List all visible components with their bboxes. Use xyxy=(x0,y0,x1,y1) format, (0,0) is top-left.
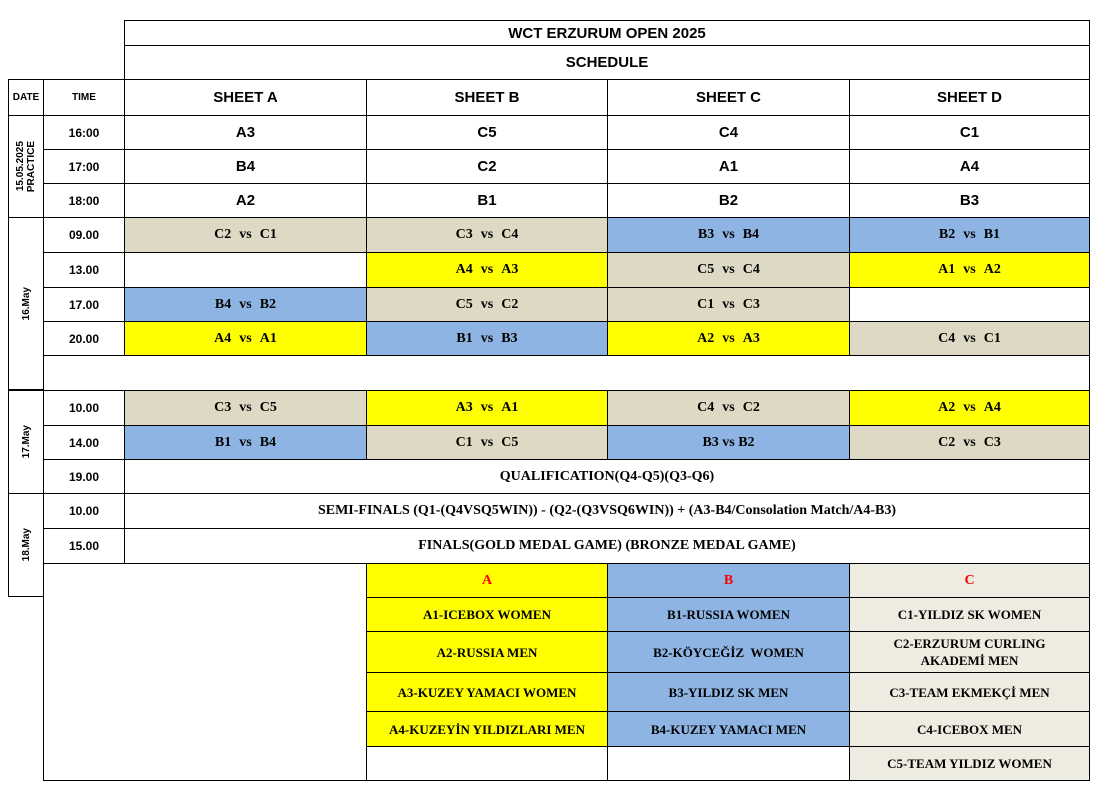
schedule-title: WCT ERZURUM OPEN 2025 xyxy=(124,20,1090,46)
vs-label: vs xyxy=(722,227,735,242)
group-c-team: C3-TEAM EKMEKÇİ MEN xyxy=(849,672,1090,712)
date-may16 xyxy=(8,217,44,390)
team-code: B2 xyxy=(938,227,956,242)
practice-cell: C1 xyxy=(849,115,1090,150)
practice-time: 17:00 xyxy=(43,149,125,184)
date-may18-label: 18.May xyxy=(20,528,32,562)
vs-label: vs xyxy=(963,400,976,415)
group-a-team: A3-KUZEY YAMACI WOMEN xyxy=(366,672,608,712)
game-cell xyxy=(366,217,608,253)
team-code: A4 xyxy=(983,400,1001,415)
game-time: 15.00 xyxy=(43,528,125,564)
team-code: C2 xyxy=(501,296,519,312)
team-code: C2 xyxy=(214,227,232,242)
date-practice-label: PRACTICE xyxy=(26,140,37,193)
game-time: 20.00 xyxy=(43,321,125,356)
sheet-a-header: SHEET A xyxy=(124,79,367,116)
vs-label: vs xyxy=(722,330,735,346)
group-b-empty xyxy=(607,746,850,781)
team-code: A2 xyxy=(938,400,956,415)
game-cell xyxy=(124,321,367,356)
team-code: B3 xyxy=(697,227,715,242)
game-cell xyxy=(366,287,608,322)
vs-label: vs xyxy=(722,296,735,312)
team-code: A3 xyxy=(742,330,760,346)
team-code: C1 xyxy=(697,296,715,312)
practice-cell: A2 xyxy=(124,183,367,218)
game-cell xyxy=(124,390,367,426)
team-code: C1 xyxy=(259,227,277,242)
date-may17 xyxy=(8,390,44,494)
team-code: A4 xyxy=(455,262,473,277)
practice-cell: B1 xyxy=(366,183,608,218)
practice-cell: B4 xyxy=(124,149,367,184)
group-c-team: C4-ICEBOX MEN xyxy=(849,711,1090,747)
game-cell xyxy=(607,321,850,356)
group-b-team: B2-KÖYCEĞİZ WOMEN xyxy=(607,631,850,673)
practice-cell: A1 xyxy=(607,149,850,184)
practice-cell: C4 xyxy=(607,115,850,150)
game-time: 19.00 xyxy=(43,459,125,494)
vs-label: vs xyxy=(722,262,735,277)
group-c-team: C5-TEAM YILDIZ WOMEN xyxy=(849,746,1090,781)
game-time: 10.00 xyxy=(43,493,125,529)
sheet-b-header: SHEET B xyxy=(366,79,608,116)
team-code: B4 xyxy=(214,296,232,312)
group-a-team: A1-ICEBOX WOMEN xyxy=(366,597,608,632)
time-header: TIME xyxy=(43,79,125,116)
vs-label: vs xyxy=(963,262,976,277)
date-may16-label: 16.May xyxy=(20,286,32,321)
team-code: A1 xyxy=(501,400,519,415)
team-code: C2 xyxy=(938,434,956,450)
game-cell xyxy=(366,321,608,356)
practice-cell: A4 xyxy=(849,149,1090,184)
game-cell-empty xyxy=(124,252,367,288)
date-practice-day: 15.05.2025 xyxy=(15,141,26,192)
sheet-c-header: SHEET C xyxy=(607,79,850,116)
vs-label: vs xyxy=(722,400,735,415)
schedule-subtitle: SCHEDULE xyxy=(124,45,1090,80)
team-code: C4 xyxy=(742,262,760,277)
game-cell xyxy=(849,252,1090,288)
practice-cell: A3 xyxy=(124,115,367,150)
game-time: 14.00 xyxy=(43,425,125,460)
team-code: B1 xyxy=(983,227,1001,242)
team-code: A2 xyxy=(983,262,1001,277)
team-code: C5 xyxy=(259,400,277,415)
group-b-label: B xyxy=(607,563,850,598)
game-cell xyxy=(366,252,608,288)
team-code: C5 xyxy=(455,296,473,312)
game-cell xyxy=(849,321,1090,356)
team-code: A3 xyxy=(455,400,473,415)
vs-label: vs xyxy=(480,434,494,450)
team-code: C1 xyxy=(455,434,473,450)
team-code: C3 xyxy=(214,400,232,415)
game-time: 17.00 xyxy=(43,287,125,322)
practice-cell: B2 xyxy=(607,183,850,218)
vs-label: vs xyxy=(239,296,252,312)
game-cell: B3 vs B2 xyxy=(607,425,850,460)
vs-label: vs xyxy=(480,262,494,277)
game-cell xyxy=(124,287,367,322)
team-code: B4 xyxy=(259,434,277,450)
game-cell xyxy=(849,390,1090,426)
group-b-team: B1-RUSSIA WOMEN xyxy=(607,597,850,632)
team-code: B2 xyxy=(259,296,277,312)
team-code: A4 xyxy=(214,330,232,346)
practice-cell: B3 xyxy=(849,183,1090,218)
vs-label: vs xyxy=(963,227,976,242)
team-code: C4 xyxy=(697,400,715,415)
game-time: 10.00 xyxy=(43,390,125,426)
vs-label: vs xyxy=(480,296,494,312)
group-b-team: B3-YILDIZ SK MEN xyxy=(607,672,850,712)
team-code: C4 xyxy=(938,330,956,346)
group-c-team: C2-ERZURUM CURLING AKADEMİ MEN xyxy=(849,631,1090,673)
game-cell xyxy=(607,217,850,253)
group-b-team: B4-KUZEY YAMACI MEN xyxy=(607,711,850,747)
team-code: B1 xyxy=(214,434,232,450)
group-a-team: A2-RUSSIA MEN xyxy=(366,631,608,673)
team-code: B4 xyxy=(742,227,760,242)
date-may18 xyxy=(8,493,44,597)
vs-label: vs xyxy=(239,434,252,450)
vs-label: vs xyxy=(239,330,252,346)
team-code: C1 xyxy=(983,330,1001,346)
group-c-label: C xyxy=(849,563,1090,598)
team-code: C3 xyxy=(742,296,760,312)
practice-time: 16:00 xyxy=(43,115,125,150)
group-c-team: C1-YILDIZ SK WOMEN xyxy=(849,597,1090,632)
team-code: C2 xyxy=(742,400,760,415)
game-cell xyxy=(607,390,850,426)
vs-label: vs xyxy=(239,227,252,242)
team-code: A3 xyxy=(501,262,519,277)
practice-cell: C5 xyxy=(366,115,608,150)
vs-label: vs xyxy=(480,227,494,242)
group-a-team: A4-KUZEYİN YILDIZLARI MEN xyxy=(366,711,608,747)
game-cell xyxy=(607,287,850,322)
game-cell xyxy=(366,425,608,460)
vs-label: vs xyxy=(963,330,976,346)
practice-time: 18:00 xyxy=(43,183,125,218)
game-cell xyxy=(124,217,367,253)
team-code: A1 xyxy=(259,330,277,346)
vs-label: vs xyxy=(480,400,494,415)
team-code: B1 xyxy=(456,330,473,346)
team-code: C3 xyxy=(983,434,1001,450)
game-cell xyxy=(366,390,608,426)
team-code: C5 xyxy=(697,262,715,277)
game-time: 09.00 xyxy=(43,217,125,253)
game-cell-empty xyxy=(849,287,1090,322)
spacer-row xyxy=(43,355,1090,391)
semifinals-cell: SEMI-FINALS (Q1-(Q4VSQ5WIN)) - (Q2-(Q3VSQ6WIN)) + (A3-B4/Consolation Match/A4-B3) xyxy=(124,493,1090,529)
team-code: C4 xyxy=(501,227,519,242)
sheet-d-header: SHEET D xyxy=(849,79,1090,116)
date-practice xyxy=(8,115,44,218)
team-code: A1 xyxy=(938,262,956,277)
vs-label: vs xyxy=(963,434,976,450)
game-cell xyxy=(849,425,1090,460)
team-code: C5 xyxy=(501,434,519,450)
group-a-empty xyxy=(366,746,608,781)
vs-label: vs xyxy=(239,400,252,415)
vs-label: vs xyxy=(480,330,494,346)
game-time: 13.00 xyxy=(43,252,125,288)
team-code: C3 xyxy=(455,227,473,242)
game-cell xyxy=(607,252,850,288)
team-code: A2 xyxy=(697,330,715,346)
qualification-cell: QUALIFICATION(Q4-Q5)(Q3-Q6) xyxy=(124,459,1090,494)
game-cell xyxy=(124,425,367,460)
game-cell xyxy=(849,217,1090,253)
date-may17-label: 17.May xyxy=(20,425,32,459)
finals-cell: FINALS(GOLD MEDAL GAME) (BRONZE MEDAL GAME) xyxy=(124,528,1090,564)
practice-cell: C2 xyxy=(366,149,608,184)
group-a-label: A xyxy=(366,563,608,598)
date-header: DATE xyxy=(8,79,44,116)
team-code: B3 xyxy=(501,330,518,346)
